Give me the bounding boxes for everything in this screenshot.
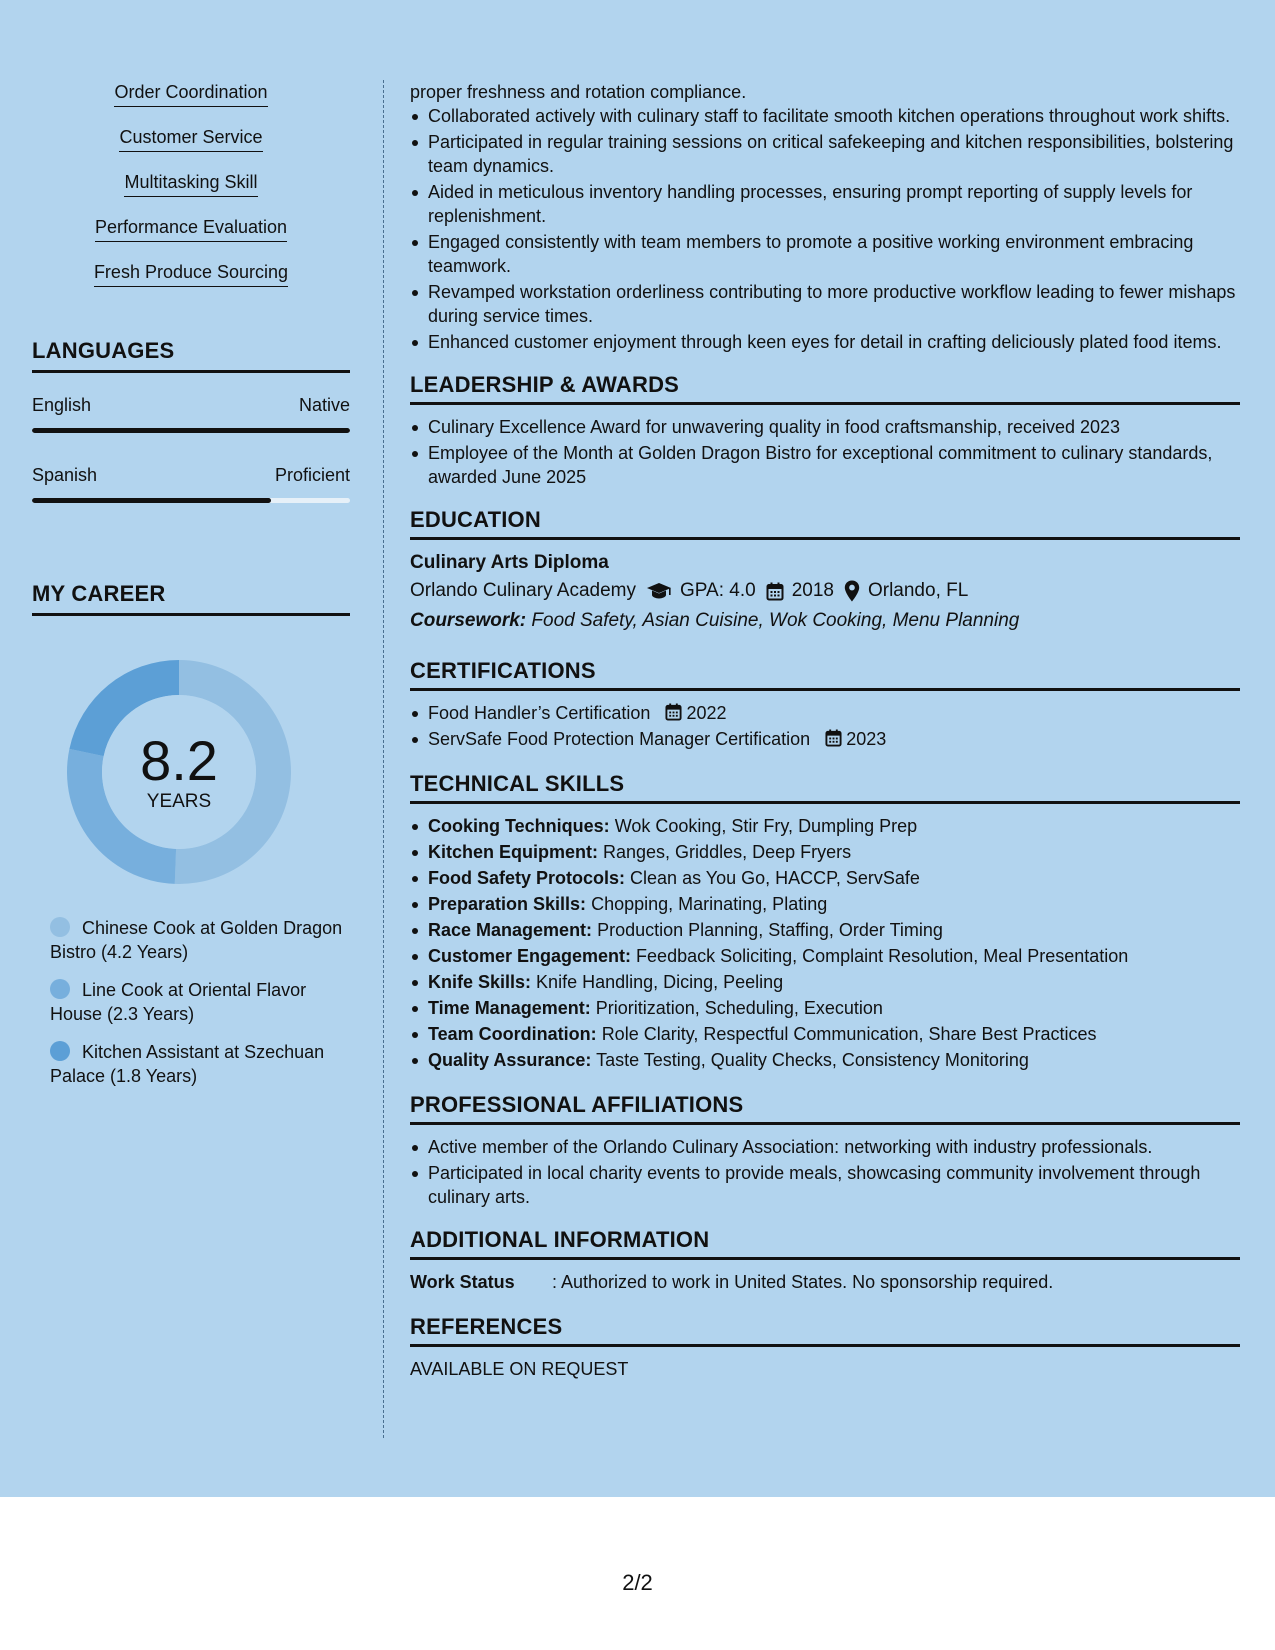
experience-continued-text: proper freshness and rotation compliance. xyxy=(410,82,747,102)
skill-item xyxy=(32,80,350,108)
certifications-heading: CERTIFICATIONS xyxy=(410,658,1240,691)
graduation-cap-icon xyxy=(646,582,672,600)
language-level: Proficient xyxy=(274,465,350,485)
technical-skill-item xyxy=(410,840,1240,864)
technical-skill-label: Team Coordination: xyxy=(428,1024,597,1044)
skill-item xyxy=(32,215,350,243)
technical-skill-value: Feedback Soliciting, Complaint Resolution, Meal Presentation xyxy=(636,946,1129,966)
skill-item xyxy=(32,125,350,153)
career-legend xyxy=(32,916,350,1088)
technical-skill-value: Chopping, Marinating, Plating xyxy=(591,894,828,914)
experience-bullet: Collaborated actively with culinary staff to facilitate smooth kitchen operations throughout work shifts. xyxy=(410,104,1240,128)
career-legend-text: Chinese Cook at Golden Dragon Bistro (4.2 Years) xyxy=(50,918,343,962)
technical-skill-value: Wok Cooking, Stir Fry, Dumpling Prep xyxy=(614,816,918,836)
coursework-label: Coursework: xyxy=(410,610,527,631)
technical-skill-value: Ranges, Griddles, Deep Fryers xyxy=(603,842,852,862)
education-gpa: GPA: 4.0 xyxy=(680,580,756,601)
affiliations-heading: PROFESSIONAL AFFILIATIONS xyxy=(410,1092,1240,1125)
technical-skill-label: Quality Assurance: xyxy=(428,1050,592,1070)
technical-skill-item xyxy=(410,892,1240,916)
technical-skills-heading: TECHNICAL SKILLS xyxy=(410,771,1240,804)
affiliation-item: Active member of the Orlando Culinary Association: networking with industry professionals. xyxy=(410,1135,1240,1159)
legend-dot-icon xyxy=(50,1041,70,1061)
education-details xyxy=(410,576,1240,606)
career-heading: MY CAREER xyxy=(32,581,350,616)
technical-skill-label: Time Management: xyxy=(428,998,591,1018)
technical-skill-label: Cooking Techniques: xyxy=(428,816,610,836)
page-number: 2/2 xyxy=(622,1570,653,1595)
career-section xyxy=(32,581,350,1088)
skill-label: Order Coordination xyxy=(114,80,267,107)
legend-dot-icon xyxy=(50,979,70,999)
calendar-icon xyxy=(766,582,784,601)
language-level: Native xyxy=(298,395,350,415)
skills-list xyxy=(32,80,350,288)
language-proficiency-bar xyxy=(32,428,350,433)
additional-info-heading: ADDITIONAL INFORMATION xyxy=(410,1227,1240,1260)
award-item: Employee of the Month at Golden Dragon Bistro for exceptional commitment to culinary standards, awarded June 2025 xyxy=(410,441,1240,489)
language-proficiency-fill xyxy=(32,428,350,433)
language-proficiency-fill xyxy=(32,498,271,503)
technical-skill-value: Production Planning, Staffing, Order Timing xyxy=(597,920,943,940)
language-proficiency-bar xyxy=(32,498,350,503)
certification-name: ServSafe Food Protection Manager Certification xyxy=(428,729,811,749)
experience-bullet: Enhanced customer enjoyment through keen eyes for detail in crafting deliciously plated food items. xyxy=(410,330,1240,354)
experience-section xyxy=(410,80,1240,354)
technical-skill-value: Prioritization, Scheduling, Execution xyxy=(595,998,883,1018)
experience-bullet: Aided in meticulous inventory handling processes, ensuring prompt reporting of supply levels for replenishment. xyxy=(410,180,1240,228)
technical-skill-value: Knife Handling, Dicing, Peeling xyxy=(536,972,784,992)
language-entry xyxy=(32,395,350,433)
technical-skill-label: Food Safety Protocols: xyxy=(428,868,626,888)
language-entry xyxy=(32,465,350,503)
certification-item xyxy=(410,727,1240,751)
awards-heading: LEADERSHIP & AWARDS xyxy=(410,372,1240,405)
skill-label: Fresh Produce Sourcing xyxy=(94,260,288,287)
education-school: Orlando Culinary Academy xyxy=(410,580,636,601)
technical-skill-label: Kitchen Equipment: xyxy=(428,842,598,862)
affiliation-item: Participated in local charity events to provide meals, showcasing community involvement through culinary arts. xyxy=(410,1161,1240,1209)
column-divider xyxy=(383,80,384,1438)
technical-skill-label: Preparation Skills: xyxy=(428,894,587,914)
main-column xyxy=(410,80,1240,1381)
coursework-value: Food Safety, Asian Cuisine, Wok Cooking, Menu Planning xyxy=(531,610,1020,631)
references-heading: REFERENCES xyxy=(410,1314,1240,1347)
education-section xyxy=(410,507,1240,636)
certification-name: Food Handler’s Certification xyxy=(428,703,651,723)
skill-item xyxy=(32,170,350,198)
career-legend-text: Kitchen Assistant at Szechuan Palace (1.8 Years) xyxy=(50,1042,325,1086)
work-status-row xyxy=(410,1270,1240,1294)
languages-section xyxy=(32,338,350,503)
skill-item xyxy=(32,260,350,288)
technical-skill-label: Customer Engagement: xyxy=(428,946,632,966)
education-year: 2018 xyxy=(791,580,834,601)
technical-skill-label: Race Management: xyxy=(428,920,593,940)
experience-bullet: Revamped workstation orderliness contributing to more productive workflow leading to fewer mishaps during service times. xyxy=(410,280,1240,328)
technical-skill-item xyxy=(410,944,1240,968)
technical-skill-item xyxy=(410,814,1240,838)
sidebar xyxy=(32,80,350,1102)
technical-skill-item xyxy=(410,866,1240,890)
references-text: AVAILABLE ON REQUEST xyxy=(410,1359,629,1379)
certification-item xyxy=(410,701,1240,725)
experience-bullet: Participated in regular training sessions on critical safekeeping and kitchen responsibilities, bolstering team dynamics. xyxy=(410,130,1240,178)
experience-bullet: Engaged consistently with team members to promote a positive working environment embracing teamwork. xyxy=(410,230,1240,278)
award-item: Culinary Excellence Award for unwavering quality in food craftsmanship, received 2023 xyxy=(410,415,1240,439)
certifications-section xyxy=(410,658,1240,751)
career-donut-chart xyxy=(65,658,293,886)
awards-section xyxy=(410,372,1240,489)
affiliations-section xyxy=(410,1092,1240,1209)
language-name: Spanish xyxy=(32,465,98,485)
calendar-icon xyxy=(665,703,682,721)
references-section xyxy=(410,1314,1240,1381)
skill-label: Multitasking Skill xyxy=(124,170,257,197)
career-legend-item xyxy=(50,916,350,964)
work-status-label: Work Status xyxy=(410,1272,515,1292)
education-coursework xyxy=(410,606,1240,636)
career-total-unit: YEARS xyxy=(146,791,212,812)
technical-skill-item xyxy=(410,996,1240,1020)
career-legend-item xyxy=(50,978,350,1026)
additional-info-section xyxy=(410,1227,1240,1294)
technical-skill-value: Clean as You Go, HACCP, ServSafe xyxy=(630,868,920,888)
technical-skill-item xyxy=(410,1048,1240,1072)
education-heading: EDUCATION xyxy=(410,507,1240,540)
technical-skill-value: Role Clarity, Respectful Communication, Share Best Practices xyxy=(601,1024,1097,1044)
technical-skills-section xyxy=(410,771,1240,1072)
skill-label: Performance Evaluation xyxy=(95,215,287,242)
technical-skill-label: Knife Skills: xyxy=(428,972,532,992)
legend-dot-icon xyxy=(50,917,70,937)
education-location: Orlando, FL xyxy=(867,580,969,601)
certification-year: 2022 xyxy=(686,703,727,723)
career-total-value: 8.2 xyxy=(140,729,218,792)
skill-label: Customer Service xyxy=(119,125,262,152)
location-pin-icon xyxy=(844,580,860,602)
languages-heading: LANGUAGES xyxy=(32,338,350,373)
career-legend-text: Line Cook at Oriental Flavor House (2.3 Years) xyxy=(50,980,307,1024)
work-status-value: : Authorized to work in United States. No sponsorship required. xyxy=(552,1272,1054,1292)
career-legend-item xyxy=(50,1040,350,1088)
technical-skill-item xyxy=(410,918,1240,942)
education-degree: Culinary Arts Diploma xyxy=(410,552,609,573)
technical-skill-item xyxy=(410,970,1240,994)
technical-skill-value: Taste Testing, Quality Checks, Consistency Monitoring xyxy=(596,1050,1029,1070)
calendar-icon xyxy=(825,729,842,747)
language-name: English xyxy=(32,395,92,415)
technical-skill-item xyxy=(410,1022,1240,1046)
certification-year: 2023 xyxy=(846,729,887,749)
experience-bullets xyxy=(410,104,1240,354)
